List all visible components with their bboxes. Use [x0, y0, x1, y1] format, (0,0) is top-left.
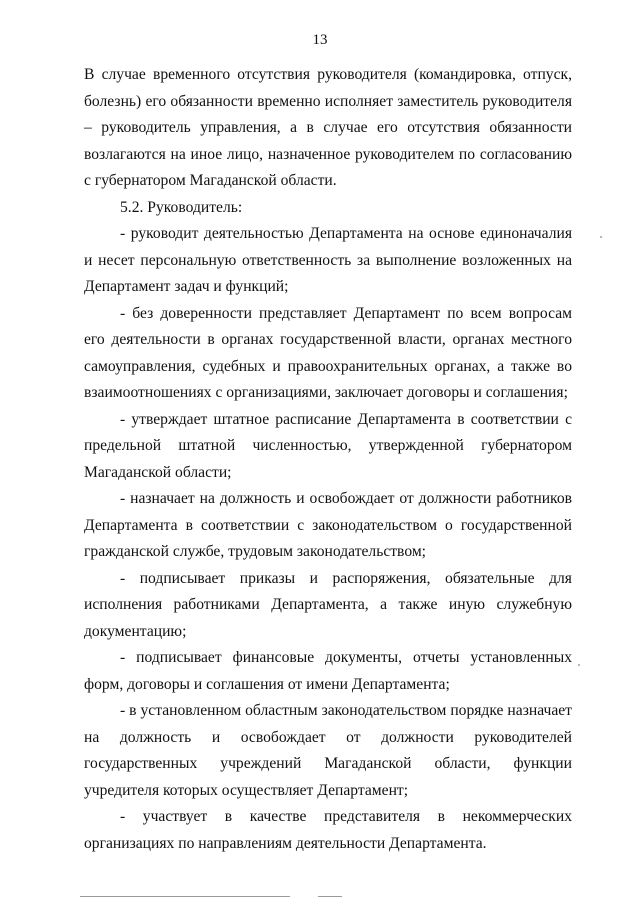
section-heading-5-2: 5.2. Руководитель:: [120, 198, 243, 216]
list-item-approves-staffing: - утверждает штатное расписание Департамента в соответствии с предельной штатной численностью, утвержденной губернатором Магаданской области;: [84, 410, 572, 481]
paragraph-temporary-absence: В случае временного отсутствия руководителя (командировка, отпуск, болезнь) его обязанности временно исполняет заместитель руководителя – руководитель управления, а в случае его отсутствия обязанности возлагаются на иное лицо, назначенное руководителем по согласованию с губернатором Магаданской области.: [84, 66, 572, 189]
list-item-signs-financial-documents: - подписывает финансовые документы, отчеты установленных форм, договоры и соглашения от имени Департамента;: [84, 649, 572, 693]
scan-artifact-line: [80, 896, 290, 897]
scan-artifact-speck: [600, 236, 602, 238]
list-item-manages-activity: - руководит деятельностью Департамента на основе единоначалия и несет персональную ответственность за выполнение возложенных на Департамент задач и функций;: [84, 225, 572, 295]
page-number: 13: [312, 32, 328, 48]
list-item-signs-orders: - подписывает приказы и распоряжения, обязательные для исполнения работниками Департамента, а также иную служебную документацию;: [84, 569, 572, 640]
scan-artifact-speck: [578, 664, 580, 666]
list-item-participates-nonprofits: - участвует в качестве представителя в некоммерческих организациях по направлениям деятельности Департамента.: [84, 808, 572, 852]
list-item-appoints-employees: - назначает на должность и освобождает от должности работников Департамента в соответствии с законодательством о государственной гражданской службе, трудовым законодательством;: [84, 490, 572, 560]
list-item-represents-department: - без доверенности представляет Департамент по всем вопросам его деятельности в органах государственной власти, органах местного самоуправления, судебных и правоохранительных органах, а также во взаимоотношениях с организациями, заключает договоры и соглашения;: [84, 304, 572, 401]
document-body: [84, 62, 572, 857]
scan-artifact-line: [318, 896, 342, 897]
list-item-appoints-institution-heads: - в установленном областным законодательством порядке назначает на должность и освобождает от должности руководителей государственных учреждений Магаданской области, функции учредителя которых осуществляет Департамент;: [84, 702, 572, 799]
